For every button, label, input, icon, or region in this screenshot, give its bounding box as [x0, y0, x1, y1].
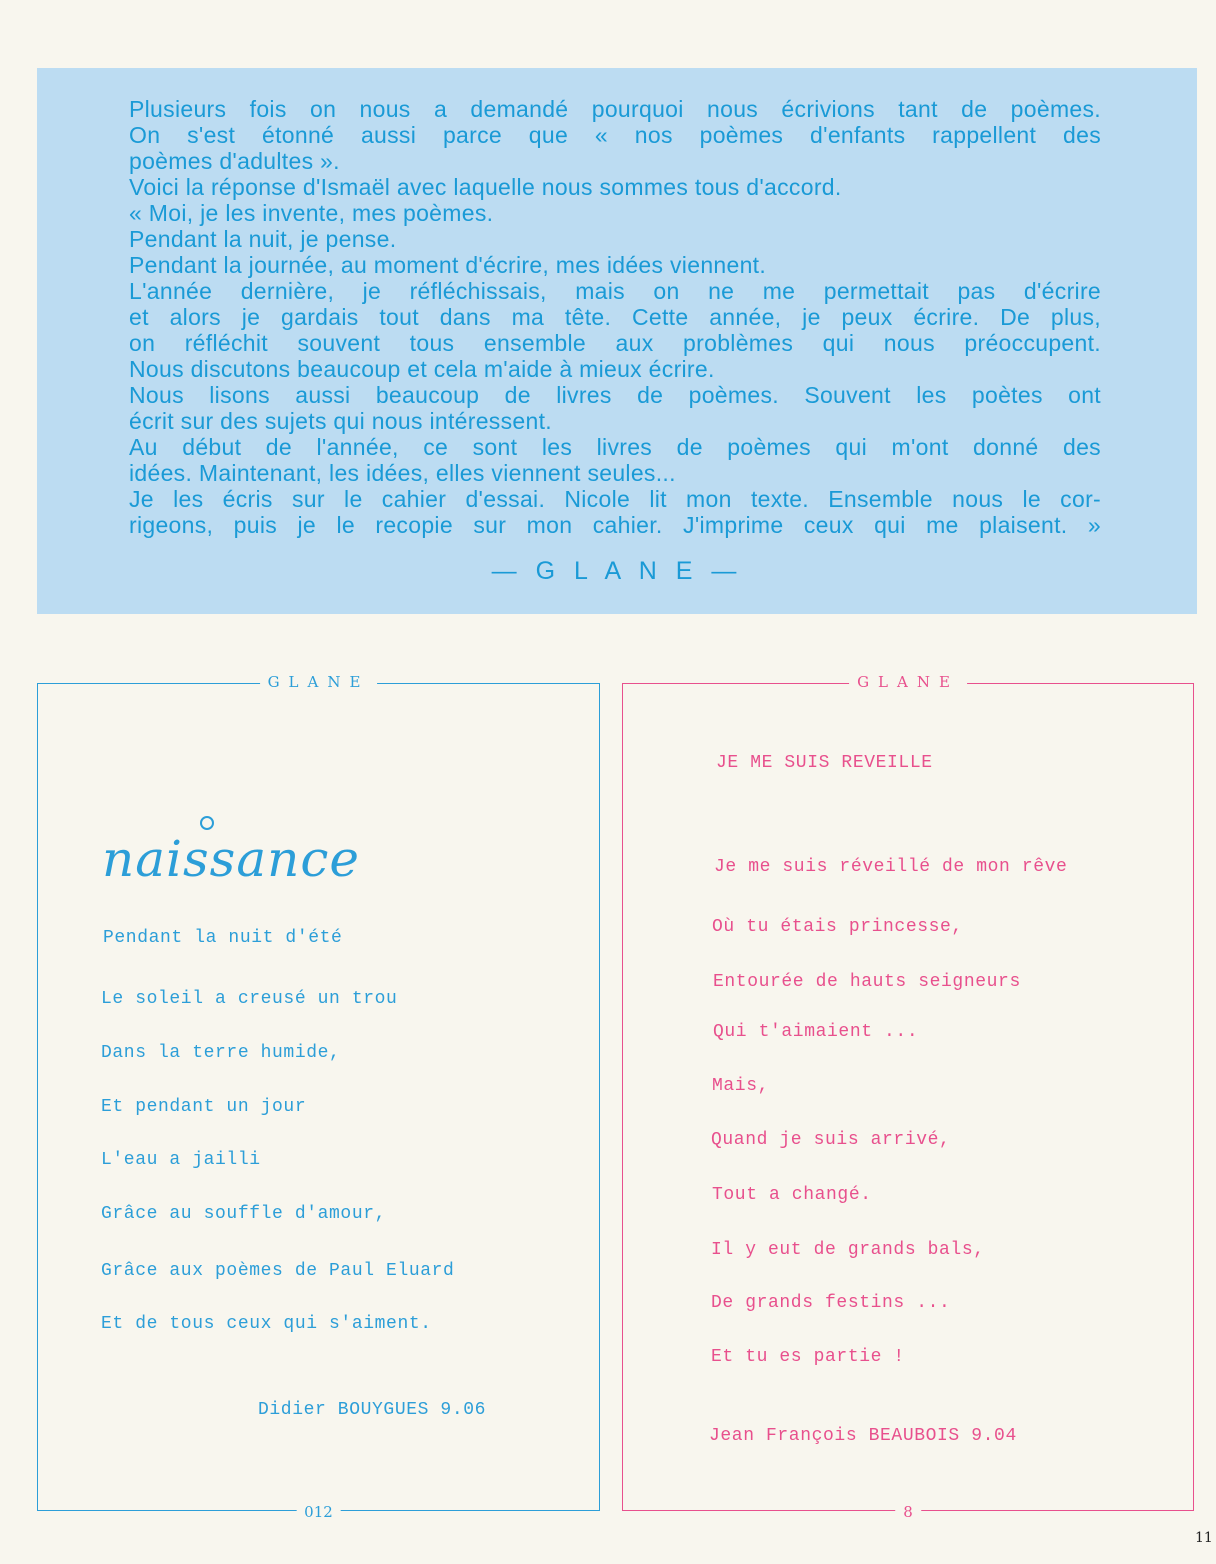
intro-line: Pendant la journée, au moment d'écrire, mes idées viennent. [129, 252, 767, 278]
intro-line: poèmes d'adultes ». [129, 148, 340, 174]
intro-line: Voici la réponse d'Ismaël avec laquelle nous sommes tous d'accord. [129, 174, 842, 200]
poem-line: Et de tous ceux qui s'aiment. [101, 1314, 432, 1334]
poem-line: Quand je suis arrivé, [711, 1130, 951, 1150]
frame-header: GLANE [260, 673, 378, 691]
intro-line: idées. Maintenant, les idées, elles viennent seules... [129, 460, 676, 486]
intro-line: Nous lisons aussi beaucoup de livres de poèmes. Souvent les poètes ont [129, 382, 1101, 408]
poem-author: Jean François BEAUBOIS 9.04 [709, 1426, 1017, 1446]
frame-number: 012 [296, 1503, 341, 1521]
intro-block [37, 68, 1197, 614]
poem-title: JE ME SUIS REVEILLE [716, 753, 933, 773]
intro-line: Pendant la nuit, je pense. [129, 226, 397, 252]
handwritten-title [100, 814, 430, 890]
intro-line: Au début de l'année, ce sont les livres de poèmes qui m'ont donné des [129, 434, 1101, 460]
poem-line: Mais, [712, 1076, 770, 1096]
intro-line: et alors je gardais tout dans ma tête. Cette année, je peux écrire. De plus, [129, 304, 1101, 330]
intro-signature: — G L A N E — [491, 557, 743, 585]
intro-line: « Moi, je les invente, mes poèmes. [129, 200, 494, 226]
poem-line: Et tu es partie ! [711, 1347, 905, 1367]
poem-line: Qui t'aimaient ... [713, 1022, 919, 1042]
poem-line: Le soleil a creusé un trou [101, 989, 398, 1009]
intro-line: Nous discutons beaucoup et cela m'aide à mieux écrire. [129, 356, 715, 382]
poem-line: L'eau a jailli [101, 1150, 261, 1170]
intro-line: L'année dernière, je réfléchissais, mais on ne me permettait pas d'écrire [129, 278, 1101, 304]
intro-line: on réfléchit souvent tous ensemble aux problèmes qui nous préoccupent. [129, 330, 1101, 356]
poem-line: Pendant la nuit d'été [103, 928, 343, 948]
poem-line: Dans la terre humide, [101, 1043, 341, 1063]
intro-line: On s'est étonné aussi parce que « nos poèmes d'enfants rappellent des [129, 122, 1101, 148]
poem-line: Où tu étais princesse, [712, 917, 963, 937]
intro-line: Je les écris sur le cahier d'essai. Nicole lit mon texte. Ensemble nous le cor- [129, 486, 1101, 512]
intro-line: écrit sur des sujets qui nous intéressent. [129, 408, 552, 434]
poem-line: Il y eut de grands bals, [711, 1240, 985, 1260]
page-number: 11 [1195, 1530, 1213, 1546]
intro-line: Plusieurs fois on nous a demandé pourquoi nous écrivions tant de poèmes. [129, 96, 1101, 122]
intro-line: rigeons, puis je le recopie sur mon cahier. J'imprime ceux qui me plaisent. » [129, 512, 1101, 538]
poem-line: Grâce aux poèmes de Paul Eluard [101, 1261, 455, 1281]
frame-number: 8 [895, 1503, 921, 1521]
poem-line: Je me suis réveillé de mon rêve [714, 857, 1068, 877]
poem-line: Et pendant un jour [101, 1097, 307, 1117]
poem-line: Entourée de hauts seigneurs [713, 972, 1021, 992]
poem-title: naissance [102, 830, 360, 888]
frame-header: GLANE [849, 673, 967, 691]
poem-line: Tout a changé. [712, 1185, 872, 1205]
right-poem-frame [622, 673, 1194, 1521]
poem-line: De grands festins ... [711, 1293, 951, 1313]
poem-author: Didier BOUYGUES 9.06 [258, 1400, 487, 1420]
poem-line: Grâce au souffle d'amour, [101, 1204, 387, 1224]
left-poem-frame [37, 673, 600, 1521]
